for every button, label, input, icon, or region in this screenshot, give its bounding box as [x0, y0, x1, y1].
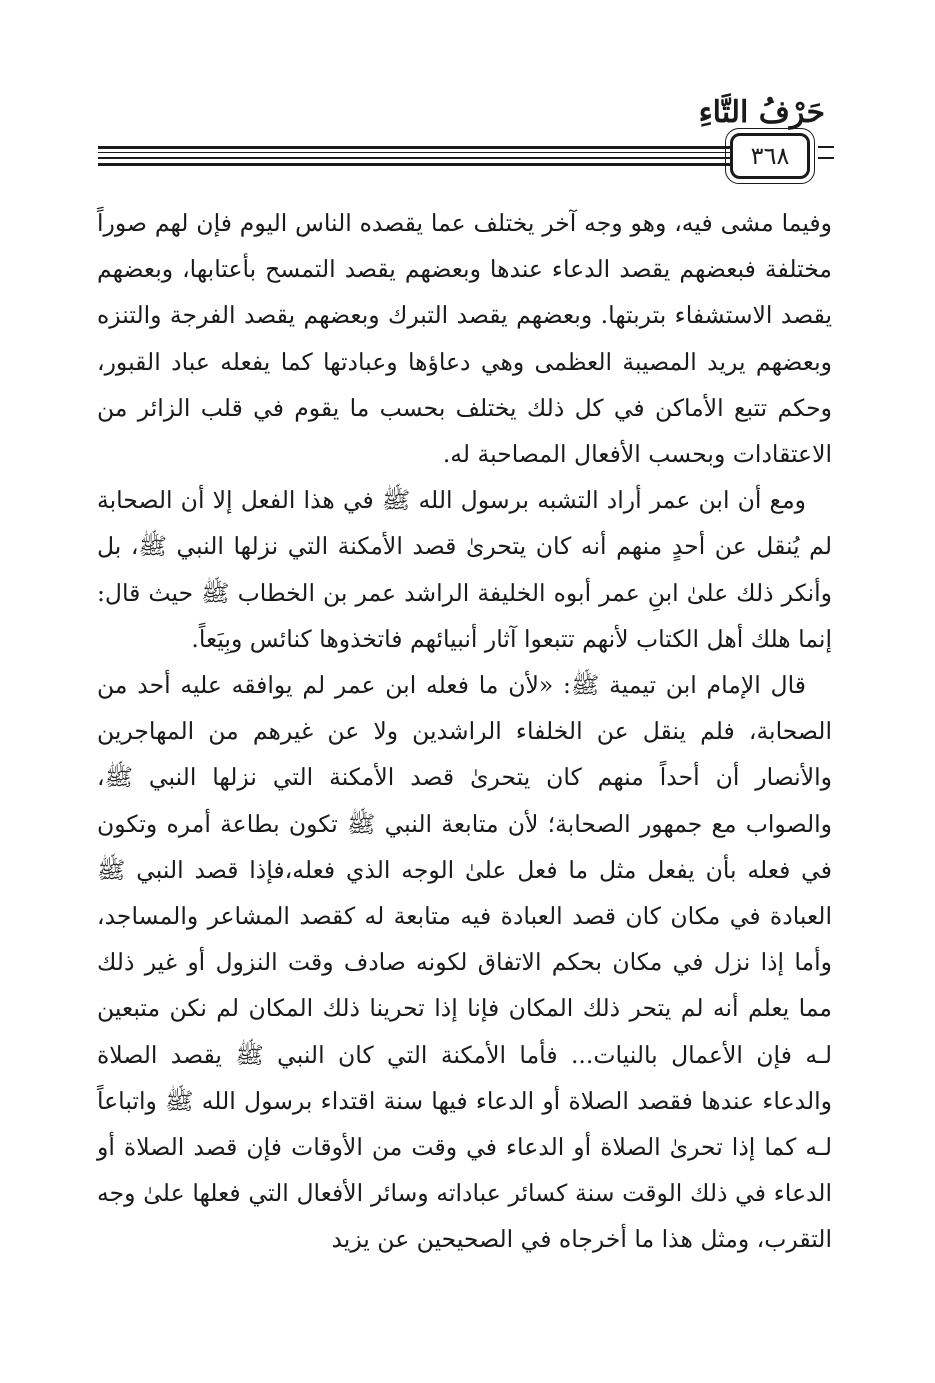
- page-number-text: ٣٦٨: [750, 142, 790, 170]
- header-rule: [98, 152, 730, 153]
- header-rule: [98, 157, 730, 159]
- header-rule-end: [818, 157, 834, 159]
- header-rule-end: [818, 146, 834, 148]
- chapter-title: حَرْفُ التَّاءِ: [698, 95, 825, 130]
- body-text: [97, 200, 832, 1263]
- header-rule: [98, 146, 730, 149]
- page-number: [730, 133, 810, 179]
- paragraph: وفيما مشى فيه، وهو وجه آخر يختلف عما يقصده الناس اليوم فإن لهم صوراً مختلفة فبعضهم يقصد الدعاء عندها وبعضهم يقصد التمسح بأعتابها، وبعضهم يقصد الاستشفاء بتربتها. وبعضهم يقصد التبرك وبعضهم يقصد الفرجة والتنزه وبعضهم يريد المصيبة العظمى وهي دعاؤها وعبادتها كما يفعله عباد القبور، وحكم تتبع الأماكن في كل ذلك يختلف بحسب ما يقوم في قلب الزائر من الاعتقادات وبحسب الأفعال المصاحبة له.: [97, 209, 832, 469]
- paragraph: قال الإمام ابن تيمية ﷺ: «لأن ما فعله ابن عمر لم يوافقه عليه أحد من الصحابة، فلم ينقل عن الخلفاء الراشدين ولا عن غيرهم من المهاجرين والأنصار أن أحداً منهم كان يتحرىٰ قصد الأمكنة التي نزلها النبي ﷺ، والصواب مع جمهور الصحابة؛ لأن متابعة النبي ﷺ تكون بطاعة أمره وتكون في فعله بأن يفعل مثل ما فعل علىٰ الوجه الذي فعله،فإذا قصد النبي ﷺ العبادة في مكان كان قصد العبادة فيه متابعة له كقصد المشاعر والمساجد، وأما إذا نزل في مكان بحكم الاتفاق لكونه صادف وقت النزول أو غير ذلك مما يعلم أنه لم يتحر ذلك المكان فإنا إذا تحرينا ذلك المكان لم نكن متبعين لـه فإن الأعمال بالنيات... فأما الأمكنة التي كان النبي ﷺ يقصد الصلاة والدعاء عندها فقصد الصلاة أو الدعاء فيها سنة اقتداء برسول الله ﷺ واتباعاً لـه كما إذا تحرىٰ الصلاة أو الدعاء في وقت من الأوقات فإن قصد الصلاة أو الدعاء في ذلك الوقت سنة كسائر عباداته وسائر الأفعال التي فعلها علىٰ وجه التقرب، ومثل هذا ما أخرجاه في الصحيحين عن يزيد: [97, 671, 832, 1254]
- header-rule: [98, 163, 730, 166]
- paragraph: ومع أن ابن عمر أراد التشبه برسول الله ﷺ في هذا الفعل إلا أن الصحابة لم يُنقل عن أحدٍ منهم أنه كان يتحرىٰ قصد الأمكنة التي نزلها النبي ﷺ، بل وأنكر ذلك علىٰ ابنِ عمر أبوه الخليفة الراشد عمر بن الخطاب ﷺ حيث قال: إنما هلك أهل الكتاب لأنهم تتبعوا آثار أنبيائهم فاتخذوها كنائس وبِيَعاً.: [97, 486, 832, 653]
